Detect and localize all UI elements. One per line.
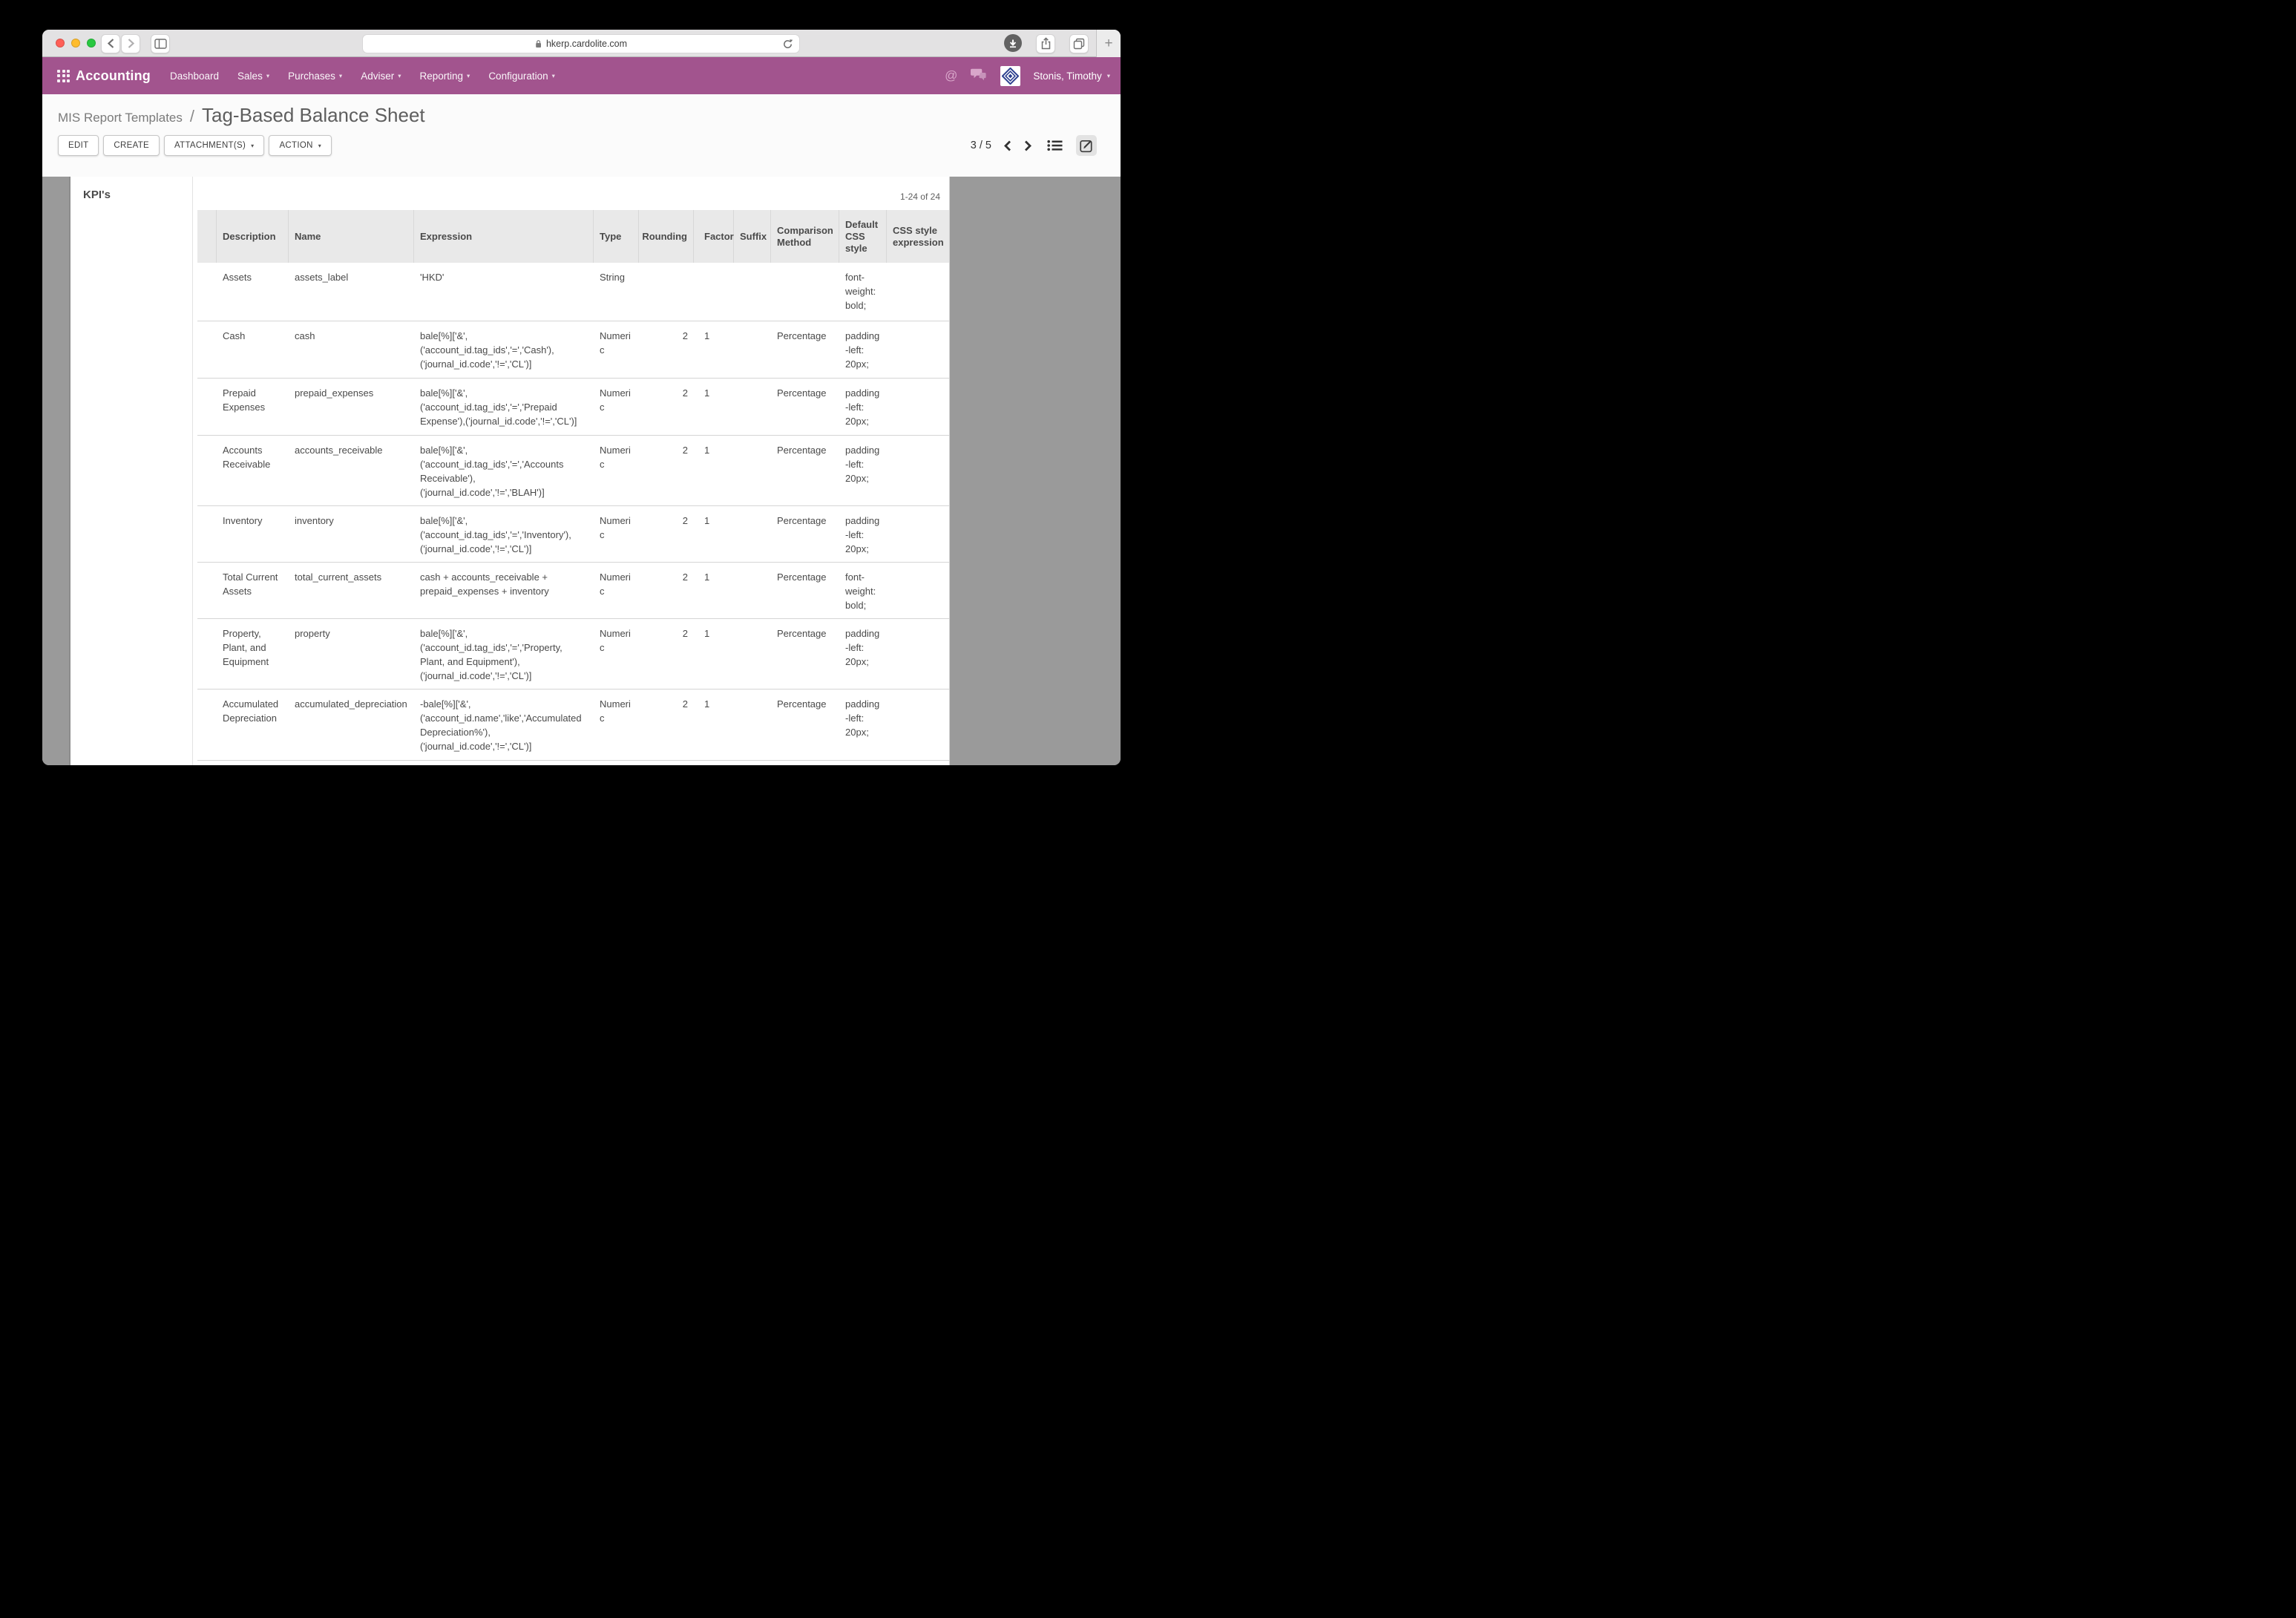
list-view-button[interactable] — [1044, 135, 1065, 156]
table-row[interactable] — [197, 321, 949, 379]
cell-factor: 1 — [704, 698, 710, 710]
breadcrumb-separator: / — [189, 107, 194, 125]
caret-down-icon: ▾ — [266, 71, 270, 79]
cell-factor: 1 — [704, 387, 710, 399]
caret-down-icon: ▾ — [551, 71, 555, 79]
caret-down-icon: ▾ — [338, 71, 343, 79]
new-tab-button[interactable] — [1096, 30, 1121, 57]
cell-description: Cash — [223, 330, 246, 341]
sidebar-toggle-button[interactable] — [151, 34, 170, 53]
edit-button[interactable]: EDIT — [58, 135, 99, 156]
chevron-right-icon — [1023, 140, 1033, 152]
nav-menu-configuration[interactable]: Configuration ▾ — [488, 70, 555, 82]
table-row[interactable] — [197, 690, 949, 761]
cell-handle — [197, 436, 217, 505]
cell-handle — [197, 619, 217, 689]
cell-comparison_method — [771, 263, 839, 321]
messages-icon[interactable] — [970, 67, 988, 85]
cell-name: accounts_receivable — [295, 445, 383, 456]
cell-type: Numeric — [600, 330, 631, 356]
share-icon — [1040, 37, 1052, 50]
sidebar-icon — [154, 39, 167, 49]
cell-default_css_style: padding-left: 20px; — [845, 628, 880, 667]
cell-expression: cash + accounts_receivable + prepaid_expenses + inventory — [420, 571, 549, 597]
chevron-right-icon — [127, 38, 135, 49]
cell-description: Property, Plant, and Equipment — [223, 628, 269, 667]
cell-suffix — [734, 506, 771, 562]
header-handle — [197, 210, 217, 263]
navbar-right — [945, 66, 1110, 86]
cell-css_style_expression — [887, 436, 949, 505]
attachments-button[interactable]: ATTACHMENT(S) ▾ — [164, 135, 264, 156]
nav-menu-reporting[interactable]: Reporting ▾ — [419, 70, 470, 82]
lock-icon — [535, 39, 542, 48]
form-sheet — [69, 177, 950, 765]
caret-down-icon: ▾ — [1106, 71, 1110, 79]
cell-css_style_expression — [887, 563, 949, 618]
cell-rounding: 2 — [682, 571, 688, 583]
caret-down-icon: ▾ — [251, 142, 255, 149]
mentions-icon[interactable]: @ — [945, 68, 958, 82]
caret-down-icon: ▾ — [318, 142, 322, 149]
cell-factor: 1 — [704, 330, 710, 341]
cell-default_css_style: padding-left: 20px; — [845, 330, 880, 370]
cell-type: Numeric — [600, 445, 631, 470]
cell-handle — [197, 263, 217, 321]
screen — [0, 0, 1148, 809]
create-button[interactable]: CREATE — [103, 135, 160, 156]
nav-menu-dashboard[interactable]: Dashboard — [170, 70, 220, 82]
close-window-button[interactable] — [56, 39, 65, 48]
cell-type: Numeric — [600, 387, 631, 413]
cell-css_style_expression — [887, 619, 949, 689]
cell-default_css_style: font-weight: bold; — [845, 571, 876, 611]
cell-name: inventory — [295, 515, 334, 526]
back-button[interactable] — [101, 34, 120, 53]
forward-button[interactable] — [121, 34, 140, 53]
cell-expression: bale[%]['&', ('account_id.tag_ids','=','Prepaid Expense'),('journal_id.code','!=','CL')] — [420, 387, 577, 427]
breadcrumb-parent-link[interactable]: MIS Report Templates — [58, 111, 183, 125]
table-row[interactable] — [197, 263, 949, 321]
kpi-pane — [70, 177, 193, 765]
table-pane — [193, 177, 949, 765]
content-area — [42, 177, 1121, 765]
download-icon — [1008, 39, 1017, 48]
cell-default_css_style: padding-left: 20px; — [845, 515, 880, 554]
browser-window — [42, 30, 1121, 765]
downloads-button[interactable] — [1004, 34, 1022, 52]
cell-rounding: 2 — [682, 698, 688, 710]
pager-position: 3 / 5 — [970, 140, 991, 151]
header-description: Description — [217, 210, 289, 263]
cell-css_style_expression — [887, 263, 949, 321]
zoom-window-button[interactable] — [87, 39, 96, 48]
page-title: Tag-Based Balance Sheet — [202, 104, 425, 126]
cell-rounding: 2 — [682, 330, 688, 341]
header-rounding: Rounding — [639, 210, 694, 263]
company-logo-icon — [1002, 68, 1019, 85]
nav-menu-purchases[interactable]: Purchases ▾ — [288, 70, 343, 82]
cell-suffix — [734, 436, 771, 505]
cell-css_style_expression — [887, 690, 949, 760]
header-comparison-method: Comparison Method — [771, 210, 839, 263]
header-expression: Expression — [414, 210, 594, 263]
pager — [971, 135, 1121, 156]
cell-suffix — [734, 563, 771, 618]
cell-description: Prepaid Expenses — [223, 387, 266, 413]
header-factor: Factor — [694, 210, 734, 263]
pager-previous-button[interactable] — [1003, 140, 1012, 152]
cell-rounding: 2 — [682, 387, 688, 399]
header-name: Name — [289, 210, 414, 263]
tabs-icon — [1073, 38, 1085, 50]
apps-grid-icon[interactable] — [57, 70, 70, 82]
pager-next-button[interactable] — [1023, 140, 1033, 152]
cell-default_css_style: font-weight: bold; — [845, 272, 876, 311]
cell-factor: 1 — [704, 571, 710, 583]
cell-rounding: 2 — [682, 515, 688, 526]
form-view-button[interactable] — [1076, 135, 1097, 156]
table-row[interactable] — [197, 563, 949, 619]
kpis-label: KPI's — [83, 189, 111, 201]
user-menu[interactable]: Stonis, Timothy ▾ — [1033, 70, 1110, 82]
cell-expression: bale[%]['&', ('account_id.tag_ids','=','Property, Plant, and Equipment'), ('journal_id.code','!=','CL')] — [420, 628, 562, 681]
cell-default_css_style: padding-left: 20px; — [845, 445, 880, 484]
cell-default_css_style: padding-left: 20px; — [845, 387, 880, 427]
app-name[interactable]: Accounting — [76, 68, 151, 83]
user-avatar[interactable] — [1000, 66, 1020, 86]
cell-suffix — [734, 690, 771, 760]
list-icon — [1047, 140, 1063, 151]
record-range: 1-24 of 24 — [899, 191, 940, 202]
cell-description: Inventory — [223, 515, 263, 526]
cell-factor — [694, 263, 734, 321]
cell-name: property — [295, 628, 330, 639]
cell-type: String — [600, 272, 625, 283]
cell-type: Numeric — [600, 698, 631, 724]
cell-name: cash — [295, 330, 315, 341]
cell-suffix — [734, 321, 771, 378]
cell-default_css_style: padding-left: 20px; — [845, 698, 880, 738]
cell-comparison_method: Percentage — [777, 571, 827, 583]
url-text: hkerp.cardolite.com — [545, 38, 628, 49]
cell-type: Numeric — [600, 571, 631, 597]
cell-css_style_expression — [887, 379, 949, 435]
plus-icon: + — [1104, 35, 1113, 51]
nav-menu-sales[interactable]: Sales ▾ — [237, 70, 270, 82]
caret-down-icon: ▾ — [398, 71, 401, 79]
cell-rounding: 2 — [682, 628, 688, 639]
cell-name: assets_label — [295, 272, 349, 283]
table-row[interactable] — [197, 436, 949, 506]
cell-suffix — [734, 263, 771, 321]
table-row[interactable] — [197, 619, 949, 690]
address-bar[interactable] — [362, 34, 800, 53]
cell-name: total_current_assets — [295, 571, 382, 583]
cell-name: accumulated_depreciation — [295, 698, 407, 710]
cell-comparison_method: Percentage — [777, 387, 827, 399]
cell-css_style_expression — [887, 321, 949, 378]
cell-rounding — [639, 263, 694, 321]
table-row[interactable] — [197, 379, 949, 436]
cell-expression: bale[%]['&', ('account_id.tag_ids','=','Inventory'), ('journal_id.code','!=','CL')] — [420, 515, 571, 554]
header-default-css-style: Default CSS style — [839, 210, 887, 263]
cell-suffix — [734, 379, 771, 435]
refresh-button[interactable] — [782, 39, 793, 52]
cell-factor: 1 — [704, 515, 710, 526]
cell-description: Assets — [223, 272, 252, 283]
cell-description: Accounts Receivable — [223, 445, 271, 470]
page-head — [42, 94, 1121, 177]
cell-comparison_method: Percentage — [777, 445, 827, 456]
kpi-table — [197, 210, 949, 761]
action-button-row — [58, 135, 1121, 156]
cell-handle — [197, 563, 217, 618]
table-header — [197, 210, 949, 263]
cell-expression: bale[%]['&', ('account_id.tag_ids','=','Cash'), ('journal_id.code','!=','CL')] — [420, 330, 554, 370]
cell-handle — [197, 690, 217, 760]
edit-form-icon — [1080, 139, 1094, 153]
cell-comparison_method: Percentage — [777, 515, 827, 526]
main-menu — [170, 71, 555, 82]
cell-handle — [197, 379, 217, 435]
cell-expression: 'HKD' — [420, 272, 445, 283]
cell-css_style_expression — [887, 506, 949, 562]
kpi-table-body — [197, 263, 949, 761]
caret-down-icon: ▾ — [467, 71, 470, 79]
cell-type: Numeric — [600, 515, 631, 540]
cell-handle — [197, 506, 217, 562]
cell-comparison_method: Percentage — [777, 330, 827, 341]
app-navbar — [42, 57, 1121, 94]
chevron-left-icon — [1003, 140, 1012, 152]
cell-rounding: 2 — [682, 445, 688, 456]
cell-type: Numeric — [600, 628, 631, 653]
cell-description: Total Current Assets — [223, 571, 278, 597]
header-type: Type — [594, 210, 639, 263]
cell-expression: -bale[%]['&', ('account_id.name','like','Accumulated Depreciation%'), ('journal_id.code','!=','CL')] — [420, 698, 582, 752]
nav-menu-adviser[interactable]: Adviser ▾ — [361, 70, 401, 82]
share-button[interactable] — [1036, 34, 1055, 53]
cell-comparison_method: Percentage — [777, 628, 827, 639]
table-row[interactable] — [197, 506, 949, 563]
action-button[interactable]: ACTION ▾ — [269, 135, 332, 156]
chevron-left-icon — [107, 38, 115, 49]
cell-factor: 1 — [704, 445, 710, 456]
header-css-style-expression: CSS style expression — [893, 224, 944, 248]
tab-overview-button[interactable] — [1069, 34, 1089, 53]
breadcrumb — [58, 104, 1121, 127]
cell-handle — [197, 321, 217, 378]
cell-name: prepaid_expenses — [295, 387, 374, 399]
cell-factor: 1 — [704, 628, 710, 639]
minimize-window-button[interactable] — [71, 39, 80, 48]
cell-expression: bale[%]['&', ('account_id.tag_ids','=','Accounts Receivable'), ('journal_id.code','!=','BLAH')] — [420, 445, 564, 498]
cell-suffix — [734, 619, 771, 689]
header-suffix: Suffix — [734, 210, 771, 263]
cell-comparison_method: Percentage — [777, 698, 827, 710]
cell-description: Accumulated Depreciation — [223, 698, 279, 724]
refresh-icon — [782, 39, 793, 50]
browser-toolbar — [42, 30, 1121, 57]
